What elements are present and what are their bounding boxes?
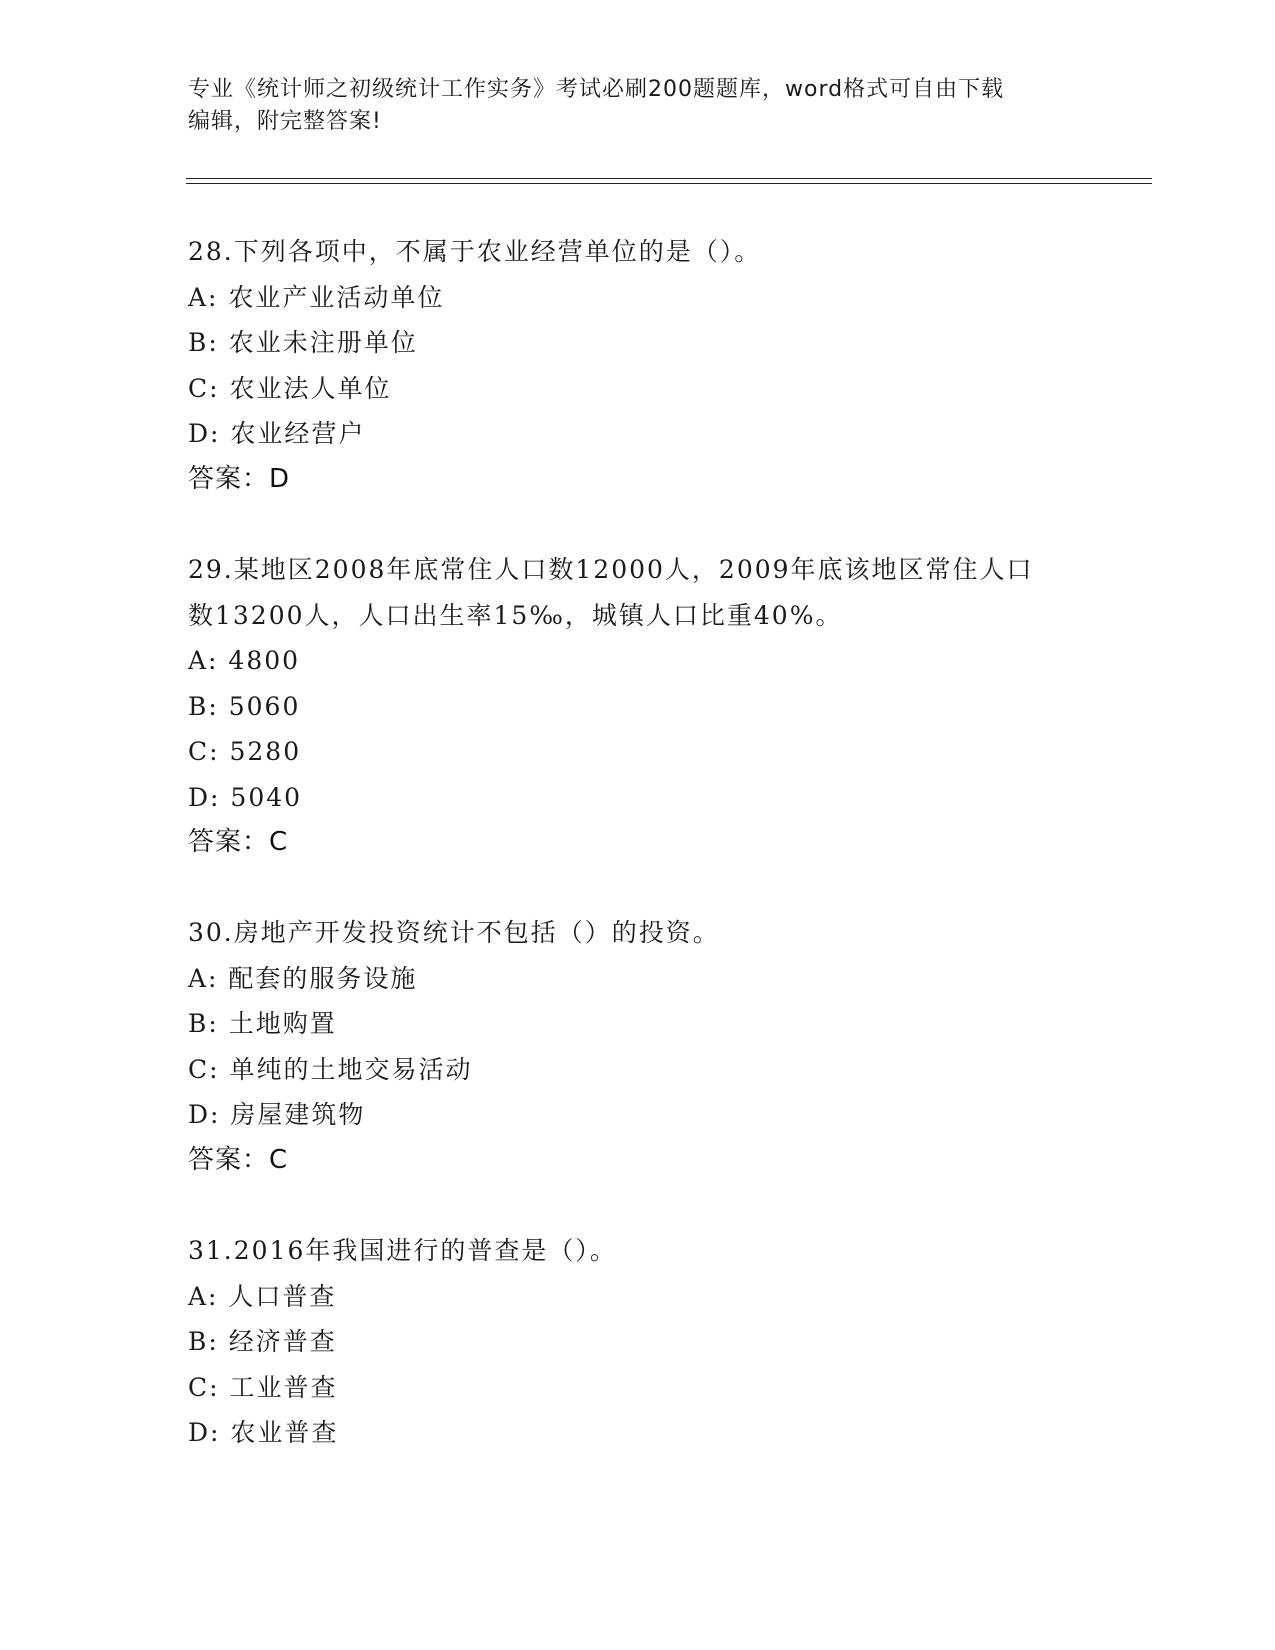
option-d: D: 5040 xyxy=(188,782,303,812)
option-d: D: 房屋建筑物 xyxy=(188,1100,366,1129)
question-stem: 30.房地产开发投资统计不包括（）的投资。 xyxy=(188,918,720,947)
header-line-1: 专业《统计师之初级统计工作实务》考试必刷200题题库，word格式可自由下载 xyxy=(188,77,1005,102)
answer: 答案：D xyxy=(188,463,291,494)
header-divider-top xyxy=(186,178,1152,179)
option-c: C: 5280 xyxy=(188,737,302,766)
question-stem: 29.某地区2008年底常住人口数12000人，2009年底该地区常住人口 xyxy=(188,555,1034,584)
question-28 xyxy=(188,229,1088,502)
option-c: C: 农业法人单位 xyxy=(188,373,392,403)
option-a: A: 配套的服务设施 xyxy=(188,963,418,993)
option-c: C: 单纯的土地交易活动 xyxy=(188,1054,473,1084)
option-a: A: 农业产业活动单位 xyxy=(188,282,445,312)
header-line-2: 编辑，附完整答案! xyxy=(188,109,382,134)
answer: 答案：C xyxy=(188,1144,289,1175)
question-stem-continued: 数13200人，人口出生率15‰，城镇人口比重40%。 xyxy=(188,600,843,630)
question-30 xyxy=(188,910,1088,1183)
question-stem: 31.2016年我国进行的普查是（）。 xyxy=(188,1236,617,1265)
option-b: B: 土地购置 xyxy=(188,1009,337,1038)
question-31 xyxy=(188,1228,1088,1456)
header-divider-bottom xyxy=(186,183,1152,184)
question-29 xyxy=(188,547,1088,866)
option-b: B: 经济普查 xyxy=(188,1327,337,1356)
option-d: D: 农业普查 xyxy=(188,1418,339,1447)
option-a: A: 4800 xyxy=(188,646,301,675)
answer: 答案：C xyxy=(188,827,289,857)
option-a: A: 人口普查 xyxy=(188,1281,337,1311)
document-header xyxy=(188,74,1088,138)
option-c: C: 工业普查 xyxy=(188,1372,338,1402)
option-b: B: 5060 xyxy=(188,691,301,721)
question-stem: 28.下列各项中，不属于农业经营单位的是（）。 xyxy=(188,237,762,266)
option-b: B: 农业未注册单位 xyxy=(188,328,418,357)
option-d: D: 农业经营户 xyxy=(188,419,366,448)
